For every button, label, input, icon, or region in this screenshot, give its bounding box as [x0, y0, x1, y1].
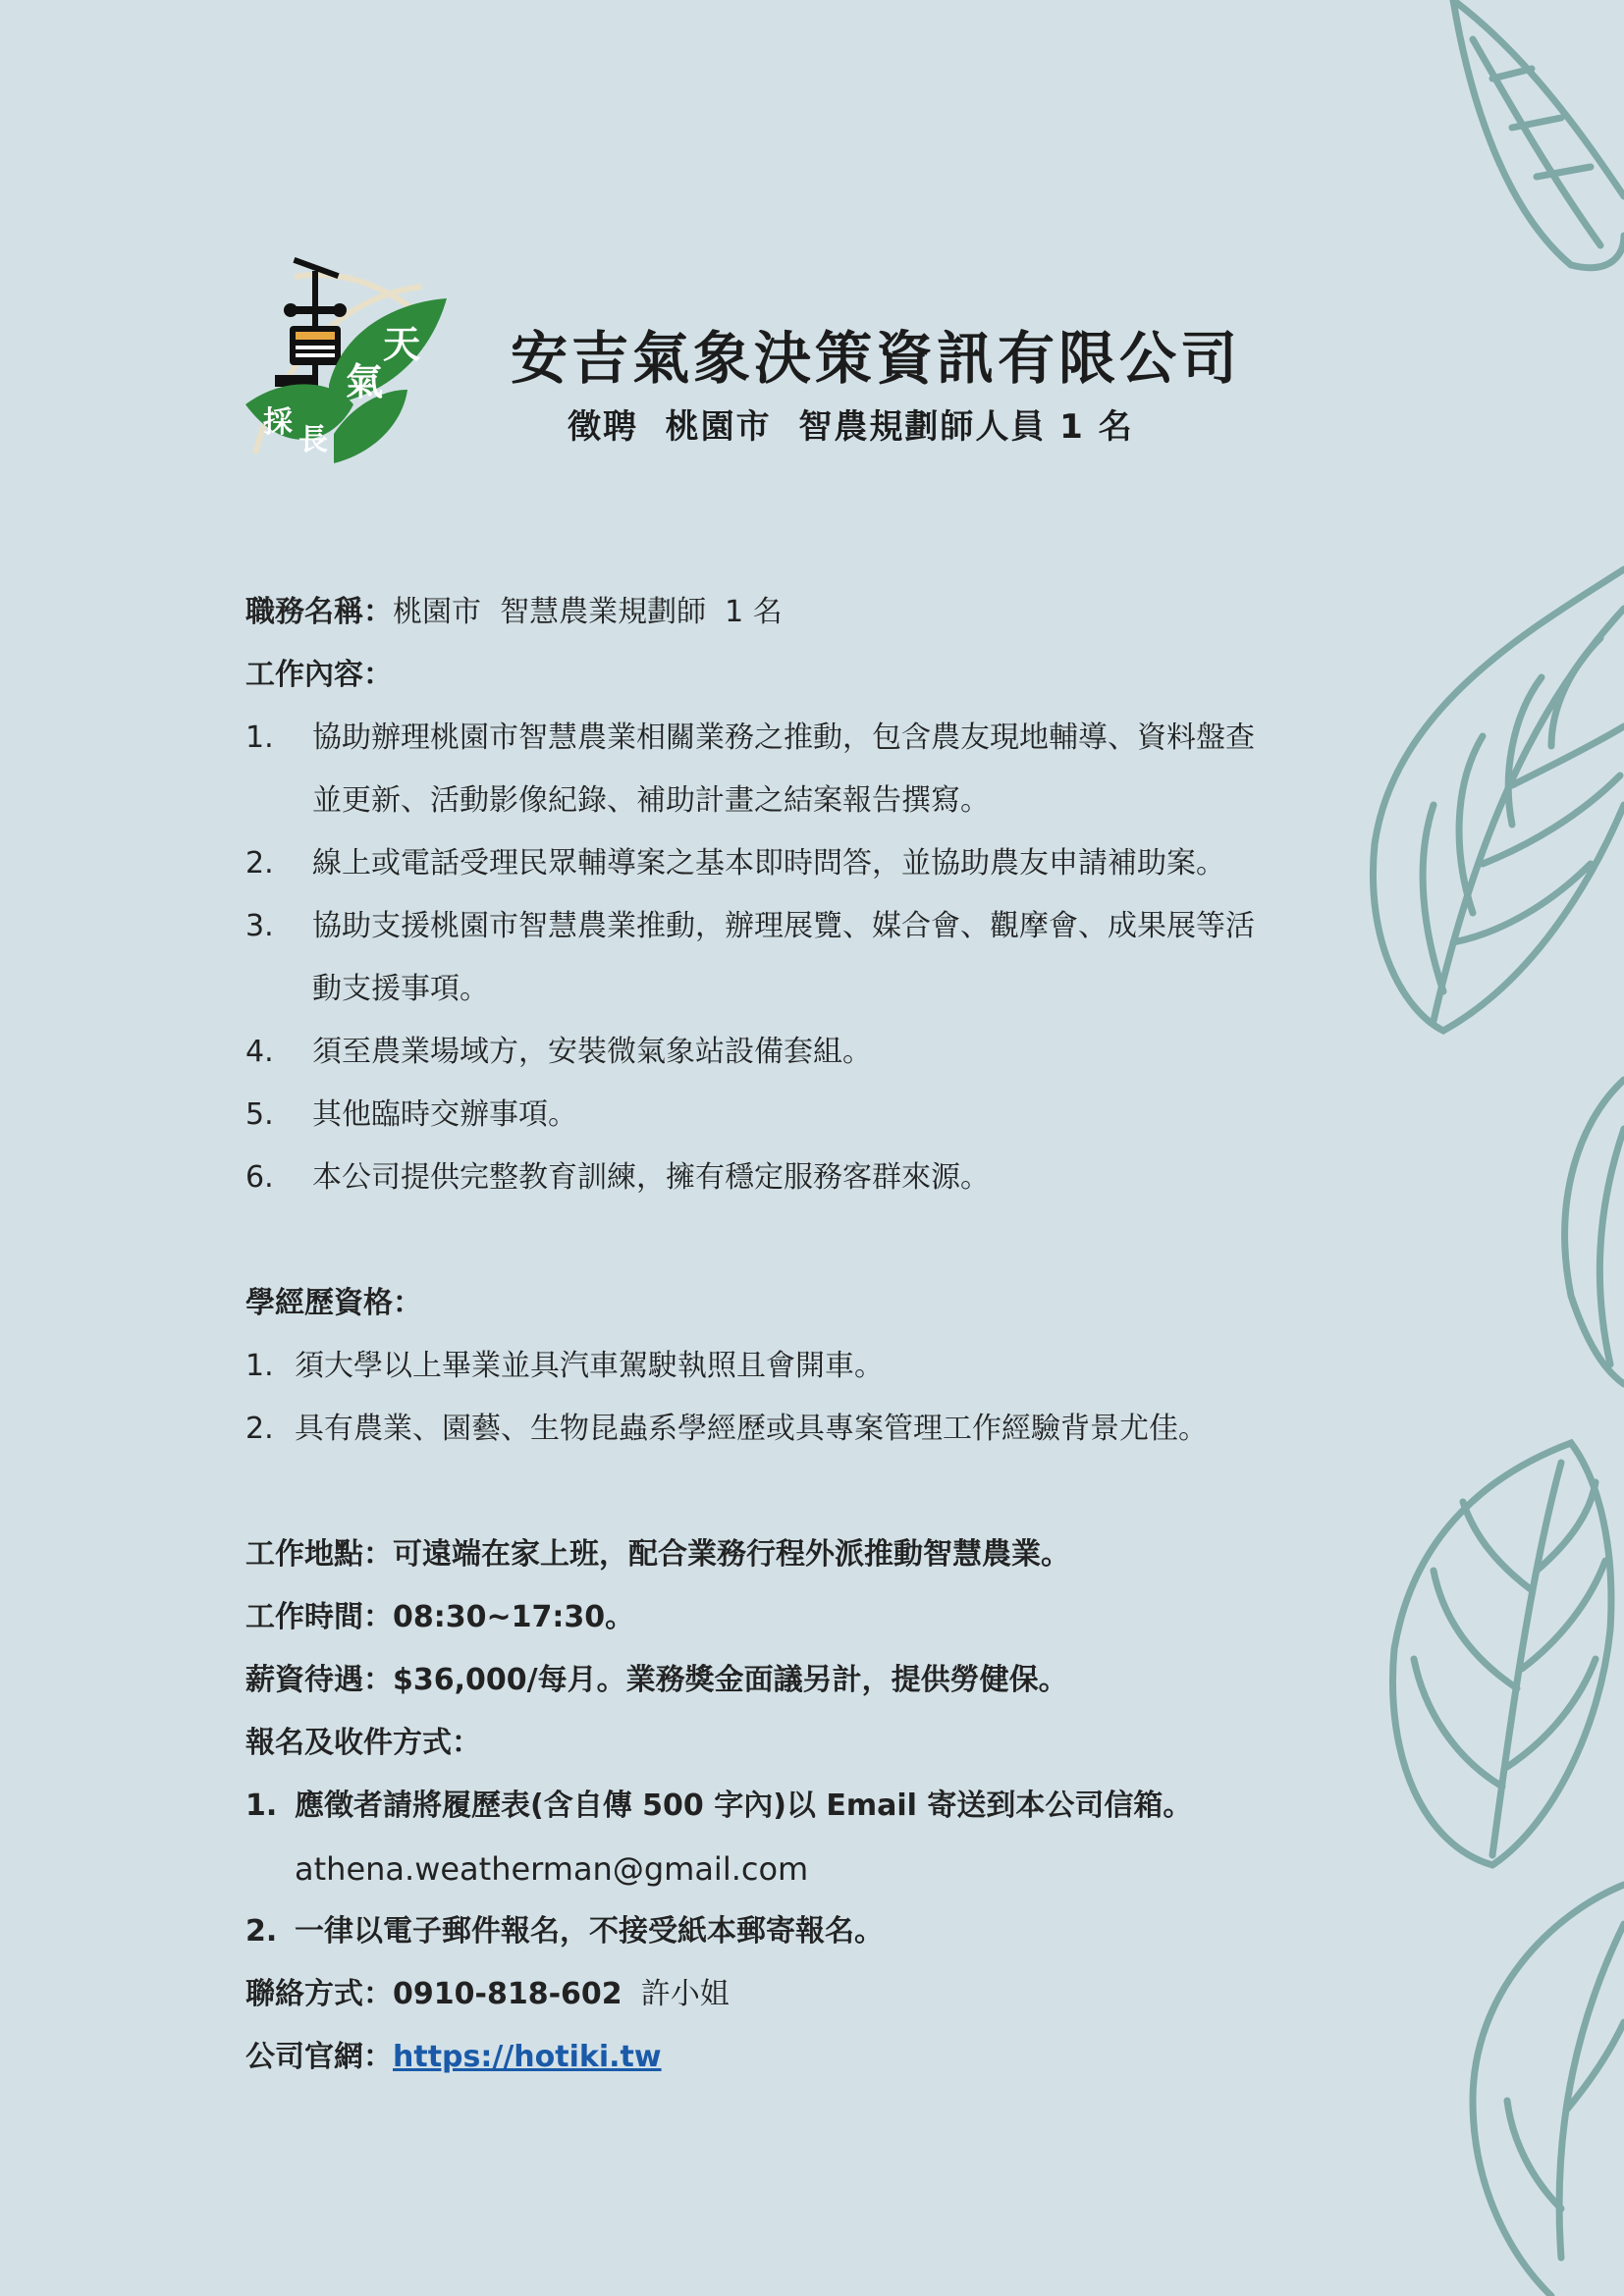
duty-number: 1. — [245, 721, 274, 755]
website-label: 公司官網： — [245, 2040, 393, 2074]
duty-item — [245, 832, 1375, 895]
qualification-number: 1. — [245, 1349, 274, 1383]
duty-text-continued: 並更新、活動影像紀錄、補助計畫之結案報告撰寫。 — [312, 783, 990, 818]
posting-body — [245, 581, 1375, 2089]
duty-item — [245, 895, 1375, 958]
job-title-label: 職務名稱： — [245, 595, 393, 629]
logo-text-cai: 採 — [263, 405, 293, 440]
apply-text: 一律以電子郵件報名，不接受紙本郵寄報名。 — [295, 1914, 884, 1949]
qualification-text: 具有農業、園藝、生物昆蟲系學經歷或具專案管理工作經驗背景尤佳。 — [295, 1412, 1208, 1446]
duties-heading: 工作內容： — [245, 658, 393, 692]
logo-text-tian: 天 — [383, 322, 421, 366]
qualification-text: 須大學以上畢業並具汽車駕駛執照且會開車。 — [295, 1349, 884, 1383]
duty-number: 2. — [245, 846, 274, 881]
duty-item — [245, 1021, 1375, 1084]
qualifications-heading: 學經歷資格： — [245, 1286, 422, 1320]
contact-line — [245, 1963, 1375, 2026]
contact-name: 許小姐 — [640, 1977, 730, 2011]
company-logo — [236, 257, 447, 468]
apply-number: 2. — [245, 1914, 278, 1949]
qualification-item — [245, 1335, 1375, 1398]
work-location: 工作地點：可遠端在家上班，配合業務行程外派推動智慧農業。 — [245, 1537, 1070, 1572]
duty-text: 須至農業場域方，安裝微氣象站設備套組。 — [312, 1035, 872, 1069]
duty-item — [245, 1147, 1375, 1209]
apply-email[interactable]: athena.weatherman@gmail.com — [295, 1850, 809, 1888]
contact-label: 聯絡方式： — [245, 1977, 393, 2011]
posting-subtitle: 徵聘 桃園市 智農規劃師人員 1 名 — [568, 407, 1134, 447]
duty-text: 本公司提供完整教育訓練，擁有穩定服務客群來源。 — [312, 1160, 990, 1195]
website-line — [245, 2026, 1375, 2089]
logo-text-zhang: 長 — [298, 423, 328, 457]
duty-number: 4. — [245, 1035, 274, 1069]
logo-text-qi: 氣 — [346, 359, 384, 403]
duty-item — [245, 1084, 1375, 1147]
duty-text: 協助辦理桃園市智慧農業相關業務之推動，包含農友現地輔導、資料盤查 — [312, 721, 1255, 755]
apply-item — [245, 1900, 1375, 1963]
apply-item — [245, 1775, 1375, 1838]
apply-heading: 報名及收件方式： — [245, 1726, 481, 1760]
section-gap — [245, 1209, 1375, 1272]
duty-item — [245, 707, 1375, 770]
section-gap — [245, 1461, 1375, 1523]
duty-text-continued: 動支援事項。 — [312, 972, 489, 1006]
website-link[interactable]: https://hotiki.tw — [393, 2040, 662, 2074]
duty-number: 5. — [245, 1097, 274, 1132]
duty-number: 6. — [245, 1160, 274, 1195]
duty-text: 協助支援桃園市智慧農業推動，辦理展覽、媒合會、觀摩會、成果展等活 — [312, 909, 1255, 943]
salary: 薪資待遇：$36,000/每月。業務獎金面議另計，提供勞健保。 — [245, 1663, 1068, 1697]
duty-text: 線上或電話受理民眾輔導案之基本即時問答，並協助農友申請補助案。 — [312, 846, 1225, 881]
apply-number: 1. — [245, 1789, 278, 1823]
job-title-line — [245, 581, 1375, 644]
contact-phone: 0910-818-602 — [393, 1977, 623, 2011]
duty-number: 3. — [245, 909, 274, 943]
qualification-item — [245, 1398, 1375, 1461]
duty-text: 其他臨時交辦事項。 — [312, 1097, 577, 1132]
work-hours: 工作時間：08:30~17:30。 — [245, 1600, 635, 1634]
job-title-value: 桃園市 智慧農業規劃師 1 名 — [393, 595, 783, 629]
company-name: 安吉氣象決策資訊有限公司 — [511, 325, 1242, 392]
apply-text: 應徵者請將履歷表(含自傳 500 字內)以 Email 寄送到本公司信箱。 — [295, 1789, 1193, 1823]
qualification-number: 2. — [245, 1412, 274, 1446]
